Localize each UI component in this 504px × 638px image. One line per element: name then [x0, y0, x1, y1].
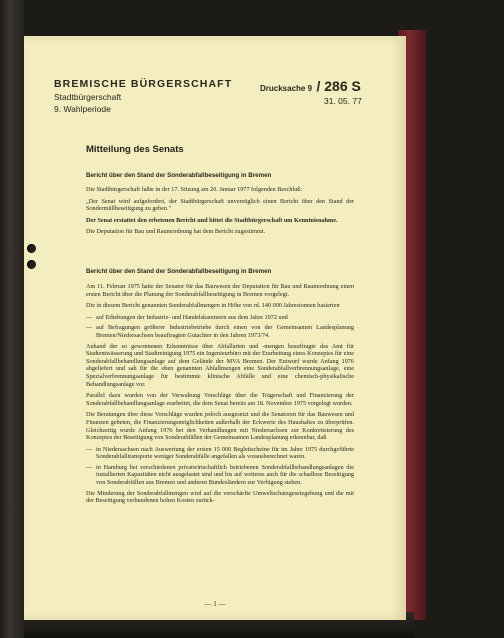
document-date: 31. 05. 77: [324, 96, 362, 106]
list-item-text: auf Erhebungen der Industrie- und Handelskammern aus dem Jahre 1972 und: [96, 313, 288, 321]
section1-paragraph: Die Deputation für Bau und Raumordnung hat dem Bericht zugestimmt.: [86, 228, 266, 236]
list-item: — auf Befragungen größerer Industriebetriebe durch einen von der Gemeinsamen Landesplanung Bremen/Niedersachsen beauftragten Gutachter in den Jahren 1973/74.: [86, 324, 354, 339]
list-item-text: auf Befragungen größerer Industriebetriebe durch einen von der Gemeinsamen Landesplanung Bremen/Niedersachsen beauftragten Gutachter in den Jahren 1973/74.: [96, 324, 354, 339]
section2-paragraph: Die in diesem Bericht genannten Sonderabfallmengen in Höhe von rd. 140 000 Jahrestonnen basierten: [86, 302, 340, 310]
institution-block: [54, 78, 232, 114]
drucksache-block: [260, 78, 361, 96]
page-title: Mitteilung des Senats: [86, 144, 184, 155]
section1-request: [86, 217, 354, 225]
section1-paragraph: Die Stadtbürgerschaft faßte in der 17. Sitzung am 20. Januar 1977 folgenden Beschluß:: [86, 186, 303, 193]
page-number: — 1 —: [204, 600, 226, 608]
binder-spine-left: [0, 0, 24, 638]
section2-paragraph: Parallel dazu wurden von der Verwaltung Vorschläge über die Trägerschaft und Finanzierung der Sonderabfallbehandlungsanlage erarbeitet, die dem Senat bereits am 18. November 1975 vorgelegt wurden.: [86, 392, 354, 407]
legislative-period: 9. Wahlperiode: [54, 104, 111, 114]
section2-paragraph: Am 11. Februar 1975 hatte der Senator für das Bauwesen der Deputation für Bau und Raumordnung einen ersten Bericht über die Planung der Sonderabfallbeseitigung in Bremen vorgelegt.: [86, 283, 354, 298]
document-page: [24, 36, 406, 620]
list-item-text: in Niedersachsen nach Auswertung der ersten 15 000 Begleitscheine für im Jahre 1975 durchgeführte Sonderabfalltransporte weniger Sonderabfälle angefallen als vorausberechnet waren.: [96, 445, 354, 461]
section2-heading: Bericht über den Stand der Sonderabfallbeseitigung in Bremen: [86, 268, 272, 275]
section2-paragraph: Die Minderung der Sonderabfallmengen wird auf die verschärfte Umweltschutzgesetzgebung und die mit der Beseitigung verbundenen hohen Kosten zurück-: [86, 489, 354, 505]
list-item: — in Hamburg bei verschiedenen privatwirtschaftlich betriebenen Sonderabfallbehandlungsanlagen die installierten Kapazitäten nicht ausgelastet sind und bis auf weiteres auch für die schadlose Beseitigung von Sonderabfällen aus Bremen und anderen Bundesländern zur Verfügung stehen.: [86, 463, 354, 487]
list-item: — in Niedersachsen nach Auswertung der ersten 15 000 Begleitscheine für im Jahre 1975 durchgeführte Sonderabfalltransporte weniger Sonderabfälle angefallen als vorausberechnet waren.: [86, 445, 354, 461]
section1-request-subject: Der Senat: [86, 216, 113, 224]
section1-heading: Bericht über den Stand der Sonderabfallbeseitigung in Bremen: [86, 172, 272, 179]
section2-paragraph: Anhand der so gewonnenen Erkenntnisse über Abfallarten und -mengen beauftragte das Amt für Stadtentwässerung und Stadtreinigung 1975 ein Ingenieurbüro mit der Erarbeitung eines Konzeptes für eine Sonderabfallbehandlungsanlage auf dem Gelände der MVA Bremen. Der Entwurf wurde Anfang 1976 abgeliefert und sah für die oben genannten Abfallmengen eine Sonderabfallverbrennungsanlage, eine Spezialverbrennungsanlage für bestimmte klinische Abfälle und eine chemisch-physikalische Behandlungsanlage vor.: [86, 342, 354, 388]
section1-body: [86, 186, 354, 240]
institution-name: BREMISCHE BÜRGERSCHAFT: [54, 78, 233, 90]
punch-hole-icon: [27, 244, 36, 253]
section2-paragraph: Die Beratungen über diese Vorschläge wurden jedoch ausgesetzt und die Senatoren für das Bauwesen und Finanzen gebeten, die Finanzierungsmöglichkeiten außerhalb der Eckwerte des Haushaltes zu überprüfen. Gleichzeitig wurde Anfang 1976 bei den Verhandlungen mit Niedersachsen zur Konkretisierung des Konzeptes der Beseitigung von Sonderabfällen der Gemeinsamen Landesplanung erkennbar, daß: [86, 411, 354, 442]
list-item: — auf Erhebungen der Industrie- und Handelskammern aus dem Jahre 1972 und: [86, 314, 354, 322]
section2-body: [86, 283, 354, 509]
section1-quote: „Der Senat wird aufgefordert, der Stadtbürgerschaft unverzüglich einen Bericht über den Stand der Sondermüllbeseitigung zu geben.": [86, 197, 354, 213]
drucksache-number: / 286 S: [316, 78, 361, 94]
drucksache-label: Drucksache 9: [260, 84, 313, 93]
list-item-text: in Hamburg bei verschiedenen privatwirtschaftlich betriebenen Sonderabfallbehandlungsanlagen die installierten Kapazitäten nicht ausgelastet sind und bis auf weiteres auch für die schadlose Beseitigung von Sonderabfällen aus Bremen und anderen Bundesländern zur Verfügung stehen.: [96, 463, 354, 487]
institution-body: Stadtbürgerschaft: [54, 92, 122, 102]
section1-request-text: erstattet den erbetenen Bericht und bittet die Stadtbürgerschaft um Kenntnisnahme.: [112, 216, 338, 224]
punch-hole-icon: [27, 260, 36, 269]
